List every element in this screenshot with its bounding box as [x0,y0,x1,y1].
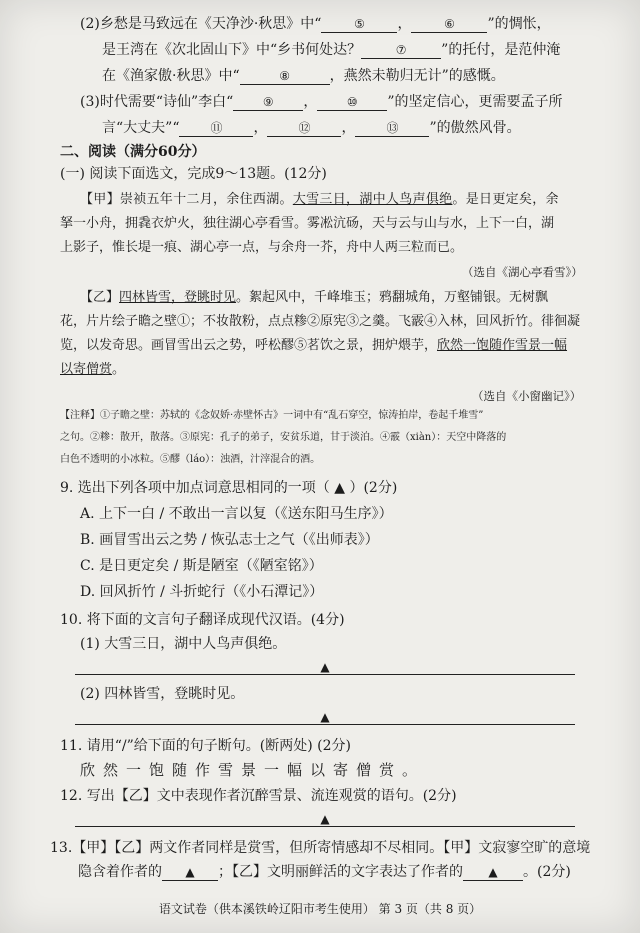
q9-option-b: B. 画冒雪出云之势 / 恢弘志士之气（《出师表》） [80,532,379,548]
yi-line1: 【乙】四林皆雪，登眺时见。絮起风中，千峰堆玉；鸦翻城角，万壑铺银。无树飘 [80,290,549,305]
blank-8: ⑧ [240,68,330,85]
q10-answer-line2: ▲ [75,710,575,725]
q9-option-c: C. 是日更定矣 / 斯是陋室（《陋室铭》） [80,558,323,574]
yi-line4: 以寄僧赏。 [60,362,126,377]
blank-10: ⑩ [317,94,387,111]
q2-line2: 是王湾在《次北固山下》中“乡书何处达？ ⑦ ”的托付，是范仲淹 [102,42,561,58]
section-instruction: (一) 阅读下面选文，完成9～13题。(12分) [60,166,327,182]
page-footer: 语文试卷（供本溪铁岭辽阳市考生使用） 第 3 页（共 8 页） [158,902,482,916]
q11-sentence: 欣然一饱随作雪景一幅以寄僧赏。 [80,761,426,779]
q9-option-a: A. 上下一白 / 不敢出一言以复（《送东阳马生序》） [80,506,393,522]
blank-7: ⑦ [361,42,441,59]
note-line1: 【注释】①子瞻之壁：苏轼的《念奴娇·赤壁怀古》一词中有“乱石穿空，惊涛拍岸，卷起千堆雪” [60,410,484,421]
q10-sentence2: (2) 四林皆雪，登眺时见。 [80,686,245,702]
q10-answer-line1: ▲ [75,660,575,675]
q9-option-d: D. 回风折竹 / 斗折蛇行（《小石潭记》） [80,584,324,600]
q10-stem: 10. 将下面的文言句子翻译成现代汉语。(4分) [60,612,345,628]
q10-sentence1: (1) 大雪三日，湖中人鸟声俱绝。 [80,636,287,652]
yi-underlined-phrase: 欣然一饱随作雪景一幅 [437,338,568,353]
q2-line1: (2)乡愁是马致远在《天净沙·秋思》中“ ⑤ ， ⑥ ”的惆怅， [80,16,551,32]
yi-underlined-sentence: 四林皆雪，登眺时见 [119,290,237,305]
note-line3: 白色不透明的小冰粒。⑤醪（láo）：浊酒，汁滓混合的酒。 [60,454,321,465]
q13-blank2: ▲ [463,864,523,881]
q2-line3: 在《渔家傲·秋思》中“ ⑧ ，燕然未勒归无计”的感慨。 [102,68,505,84]
q13-line2: 隐含着作者的 ▲ ；【乙】文明丽鲜活的文字表达了作者的 ▲ 。(2分) [78,864,571,880]
q9-stem: 9. 选出下列各项中加点词意思相同的一项（ ▲ ）(2分) [60,480,398,496]
jia-underlined-sentence: 大雪三日，湖中人鸟声俱绝 [292,192,453,207]
blank-12: ⑫ [267,120,341,137]
yi-source: （选自《小窗幽记》） [472,389,582,403]
q3-line2: 言“大丈夫”“ ⑪ ， ⑫ ， ⑬ ”的傲然风骨。 [102,120,521,136]
note-line2: 之句。②糁：散开，散落。③原宪：孔子的弟子，安贫乐道，甘于淡泊。④霰（xiàn）：天空中降落的 [60,432,507,443]
section-heading: 二、阅读（满分60分） [60,144,206,160]
jia-source: （选自《湖心亭看雪》） [462,265,583,279]
jia-line2: 拏一小舟，拥毳衣炉火，独往湖心亭看雪。雾凇沆砀，天与云与山与水，上下一白，湖 [60,216,555,231]
blank-13: ⑬ [355,120,429,137]
blank-11: ⑪ [179,120,253,137]
q13-blank1: ▲ [162,864,218,881]
q12-answer-line: ▲ [75,812,575,827]
jia-line1: 【甲】崇祯五年十二月，余住西湖。大雪三日，湖中人鸟声俱绝。是日更定矣，余 [80,192,559,207]
q3-line1: (3)时代需要“诗仙”李白“ ⑨ ， ⑩ ”的坚定信心，更需要孟子所 [80,94,563,110]
q13-line1: 13.【甲】【乙】两文作者同样是赏雪，但所寄情感却不尽相同。【甲】文寂寥空旷的意境 [50,840,591,856]
yi-line2: 花，片片绘子瞻之壁①；不妆散粉，点点糁②原宪③之羹。飞霰④入林，回风折竹。徘徊凝 [60,314,581,329]
jia-line3: 上影子，惟长堤一痕、湖心亭一点，与余舟一芥，舟中人两三粒而已。 [60,240,464,255]
yi-line3: 览，以发奇思。画冒雪出云之势，呼松醪⑤茗饮之景，拥炉煨芋，欣然一饱随作雪景一幅 [60,338,568,353]
blank-6: ⑥ [411,16,487,33]
q12-stem: 12. 写出【乙】文中表现作者沉醉雪景、流连观赏的语句。(2分) [60,788,457,804]
blank-5: ⑤ [321,16,397,33]
q11-stem: 11. 请用“/”给下面的句子断句。(断两处) (2分) [60,738,351,754]
blank-9: ⑨ [233,94,303,111]
